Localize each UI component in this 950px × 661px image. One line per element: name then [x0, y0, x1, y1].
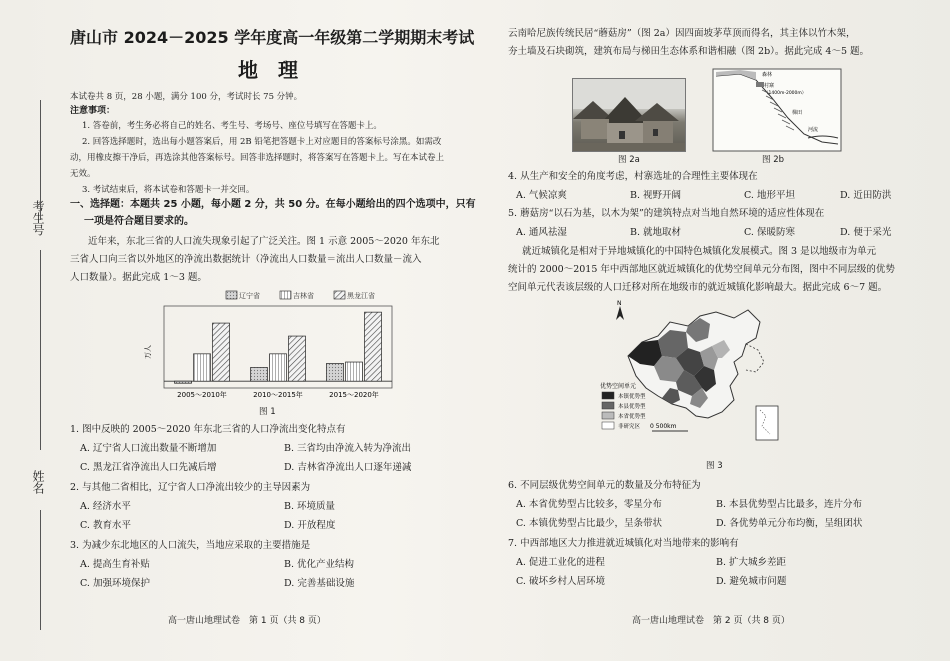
altitude-label: （1400m-2000m）	[764, 91, 807, 96]
q2-option-a[interactable]: A. 经济水平	[80, 501, 131, 512]
legend-swatch-辽宁省	[226, 291, 237, 299]
bar-黑龙江省-2010～2015年	[289, 336, 306, 381]
mushroom-house-image	[573, 79, 685, 151]
notes-title: 注意事项：	[70, 106, 116, 116]
q1-option-c[interactable]: C. 黑龙江省净流出人口先减后增	[80, 462, 217, 473]
svg-text:N: N	[617, 300, 622, 307]
q6-option-d[interactable]: D. 各优势单元分布均衡，呈组团状	[716, 518, 863, 529]
q4-option-b[interactable]: B. 视野开阔	[630, 190, 682, 201]
bar-吉林省-2005～2010年	[194, 354, 211, 381]
bar-吉林省-2010～2015年	[270, 354, 287, 381]
question-4: 4. 从生产和安全的角度考虑，村寨选址的合理性主要体现在	[508, 171, 758, 182]
q7-option-a[interactable]: A. 促进工业化的进程	[516, 557, 605, 568]
note-2-cont: 动，用橡皮擦干净后，再选涂其他答案标号。回答非选择题时，将答案写在答题卡上。写在本试卷上	[70, 153, 445, 163]
question-5: 5. 蘑菇房“以石为基，以木为架”的建筑特点对当地自然环境的适应性体现在	[508, 208, 825, 219]
legend-none: 非研究区	[618, 424, 641, 430]
q4-option-a[interactable]: A. 气候凉爽	[516, 190, 567, 201]
village-label: 村寨	[764, 83, 775, 89]
north-arrow-icon	[616, 300, 624, 320]
stem-1-end: 人口数量）。据此完成 1～3 题。	[70, 272, 207, 283]
stem-3: 就近城镇化是相对于异地城镇化的中国特色城镇化发展模式。图 3 是以地级市为单元	[522, 246, 877, 257]
legend-swatch-none	[602, 422, 614, 429]
note-2-end: 无效。	[70, 169, 96, 179]
note-1: 1. 答卷前，考生务必将自己的姓名、考生号、考场号、座位号填写在答题卡上。	[82, 121, 382, 131]
stem-2: 云南哈尼族传统民居“蘑菇房”（图 2a）因四面坡茅草顶而得名，其主体以竹木架，	[508, 28, 856, 39]
binding-line	[40, 100, 41, 220]
binding-line	[40, 510, 41, 630]
legend-county: 本县优势型	[618, 404, 646, 410]
page-1-footer: 高一唐山地理试卷 第 1 页（共 8 页）	[168, 616, 326, 626]
q7-option-b[interactable]: B. 扩大城乡差距	[716, 557, 787, 568]
figure-2b-diagram	[712, 68, 842, 152]
figure-1-caption: 图 1	[259, 407, 276, 417]
legend-title: 优势空间单元	[600, 383, 637, 390]
q7-option-c[interactable]: C. 破坏乡村人居环境	[516, 576, 605, 587]
stem-1: 近年来，东北三省的人口流失现象引起了广泛关注。图 1 示意 2005～2020 年东北	[88, 236, 440, 247]
q2-option-c[interactable]: C. 教育水平	[80, 520, 131, 531]
stem-1-cont: 三省人口向三省以外地区的净流出数据统计（净流出人口数量＝流出人口数量－流入	[70, 254, 422, 265]
scale-label: 0 500km	[650, 423, 677, 430]
q3-option-d[interactable]: D. 完善基础设施	[284, 578, 355, 589]
page-2-footer: 高一唐山地理试卷 第 2 页（共 8 页）	[632, 616, 790, 626]
legend-swatch-吉林省	[280, 291, 291, 299]
question-2: 2. 与其他二省相比，辽宁省人口净流出较少的主导因素为	[70, 482, 311, 493]
x-tick-label: 2005～2010年	[177, 391, 227, 399]
q7-option-d[interactable]: D. 避免城市问题	[716, 576, 787, 587]
stem-3-end: 空间单元代表该层级的人口迁移对所在地级市的就近城镇化影响最大。据此完成 6～7 题。	[508, 282, 888, 293]
subject-title: 地 理	[238, 58, 298, 82]
x-tick-label: 2015～2020年	[329, 391, 379, 399]
q5-option-b[interactable]: B. 就地取材	[630, 227, 682, 238]
bar-辽宁省-2010～2015年	[251, 368, 268, 382]
q6-option-a[interactable]: A. 本省优势型占比较多，零星分布	[516, 499, 662, 510]
bar-辽宁省-2015～2020年	[327, 363, 344, 381]
q4-option-c[interactable]: C. 地形平坦	[744, 190, 795, 201]
name-label: 姓名	[31, 470, 45, 494]
legend-swatch-town	[602, 392, 614, 399]
bar-辽宁省-2005～2010年	[175, 381, 192, 383]
q2-option-d[interactable]: D. 开放程度	[284, 520, 336, 531]
q1-option-b[interactable]: B. 三省均由净流入转为净流出	[284, 443, 412, 454]
figure-2a-caption: 图 2a	[618, 155, 640, 165]
question-7: 7. 中西部地区大力推进就近城镇化对当地带来的影响有	[508, 538, 739, 549]
figure-1-bar-chart	[130, 288, 400, 418]
exam-title: 唐山市 2024－2025 学年度高一年级第二学期期末考试	[70, 28, 475, 47]
candidate-number-label: 考生号	[31, 200, 45, 236]
q5-option-a[interactable]: A. 通风祛湿	[516, 227, 567, 238]
bar-吉林省-2015～2020年	[346, 362, 363, 381]
x-tick-label: 2010～2015年	[253, 391, 303, 399]
stem-3-cont: 统计的 2000～2015 年中西部地区就近城镇化的优势空间单元分布图，图中不同层级的优势	[508, 264, 895, 275]
exam-intro: 本试卷共 8 页，28 小题，满分 100 分，考试时长 75 分钟。	[70, 92, 303, 102]
legend-label-黑龙江省: 黑龙江省	[347, 292, 375, 300]
legend-swatch-province	[602, 412, 614, 419]
stem-2-cont: 夯土墙及石块砌筑，建筑布局与梯田生态体系和谐相融（图 2b）。据此完成 4～5 题。	[508, 46, 870, 57]
bar-黑龙江省-2015～2020年	[365, 312, 382, 381]
q3-option-b[interactable]: B. 优化产业结构	[284, 559, 355, 570]
q6-option-c[interactable]: C. 本镇优势型占比最少，呈条带状	[516, 518, 662, 529]
legend-swatch-黑龙江省	[334, 291, 345, 299]
q4-option-d[interactable]: D. 近田防洪	[840, 190, 892, 201]
section-one-heading: 一、选择题：本题共 25 小题，每小题 2 分，共 50 分。在每小题给出的四个选项中，只有	[70, 199, 476, 210]
figure-3-caption: 图 3	[706, 461, 723, 471]
question-6: 6. 不同层级优势空间单元的数量及分布特征为	[508, 480, 701, 491]
legend-label-吉林省: 吉林省	[293, 292, 314, 300]
q6-option-b[interactable]: B. 本县优势型占比最多，连片分布	[716, 499, 863, 510]
figure-2b-caption: 图 2b	[762, 155, 785, 165]
question-3: 3. 为减少东北地区的人口流失，当地应采取的主要措施是	[70, 540, 311, 551]
note-3: 3. 考试结束后，将本试卷和答题卡一并交回。	[82, 185, 255, 195]
note-2: 2. 回答选择题时，选出每小题答案后，用 2B 铅笔把答题卡上对应题目的答案标号涂黑。如需改	[82, 137, 442, 147]
legend-province: 本省优势型	[618, 414, 646, 420]
figure-3-map	[596, 300, 786, 460]
q5-option-c[interactable]: C. 保暖防寒	[744, 227, 795, 238]
q3-option-a[interactable]: A. 提高生育补贴	[80, 559, 150, 570]
legend-town: 本镇优势型	[618, 394, 646, 400]
river-label: 河流	[808, 127, 819, 133]
forest-label: 森林	[762, 72, 773, 78]
q1-option-d[interactable]: D. 吉林省净流出人口逐年递减	[284, 462, 412, 473]
q3-option-c[interactable]: C. 加强环境保护	[80, 578, 150, 589]
q2-option-b[interactable]: B. 环境质量	[284, 501, 336, 512]
q1-option-a[interactable]: A. 辽宁省人口流出数量不断增加	[80, 443, 217, 454]
q5-option-d[interactable]: D. 便于采光	[840, 227, 892, 238]
bar-黑龙江省-2005～2010年	[213, 323, 230, 381]
question-1: 1. 图中反映的 2005～2020 年东北三省的人口净流出变化特点有	[70, 424, 346, 435]
section-one-heading-cont: 一项是符合题目要求的。	[84, 216, 194, 227]
legend-swatch-county	[602, 402, 614, 409]
figure-2a-photo	[572, 78, 686, 152]
chart-y-label: 万人	[144, 345, 152, 359]
terrace-label: 梯田	[792, 110, 803, 116]
binding-line	[40, 250, 41, 450]
legend-label-辽宁省: 辽宁省	[239, 292, 260, 300]
